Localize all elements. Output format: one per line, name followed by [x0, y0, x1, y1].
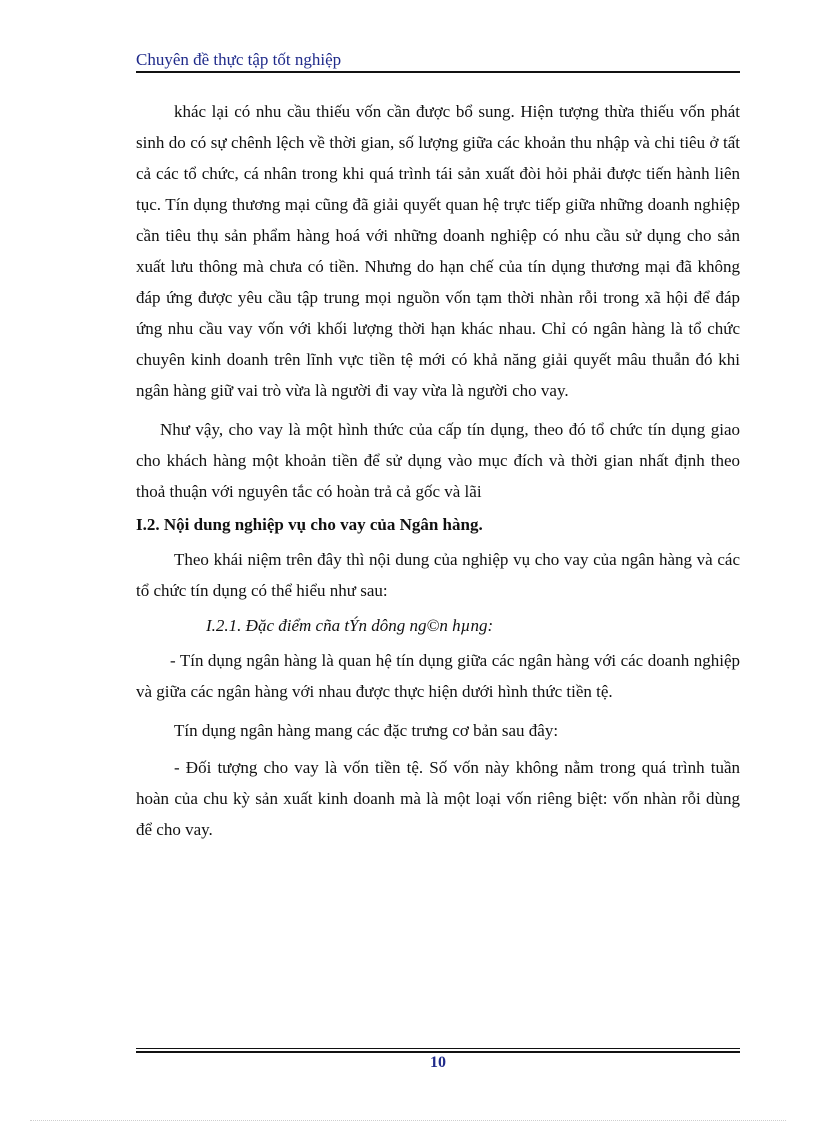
paragraph-lending-need: khác lại có nhu cầu thiếu vốn cần được bổ sung. Hiện tượng thừa thiếu vốn phát sinh do có sự chênh lệch về thời gian, số lượng giữa các khoản thu nhập và chi tiêu ở tất cả các tổ chức, cá nhân trong khi quá trình tái sản xuất đòi hỏi phải được tiến hành liên tục. Tín dụng thương mại cũng đã giải quyết quan hệ trực tiếp giữa những doanh nghiệp cần tiêu thụ sản phẩm hàng hoá với những doanh nghiệp có nhu cầu sử dụng cho sản xuất lưu thông mà chưa có tiền. Nhưng do hạn chế của tín dụng thương mại đã không đáp ứng được yêu cầu tập trung mọi nguồn vốn tạm thời nhàn rỗi trong xã hội để đáp ứng nhu cầu vay vốn với khối lượng thời hạn khác nhau. Chỉ có ngân hàng là tổ chức chuyên kinh doanh trên lĩnh vực tiền tệ mới có khả năng giải quyết mâu thuẫn đó khi ngân hàng giữ vai trò vừa là người đi vay vừa là người cho vay.: [136, 102, 740, 400]
subsection-heading-1-2-1: I.2.1. Đặc điểm cña tÝn dông ng©n hµng:: [206, 616, 494, 635]
page-bottom-border: [30, 1120, 786, 1121]
footer-rule-thin: [136, 1048, 740, 1049]
page-header: [136, 50, 740, 72]
header-title: Chuyên đề thực tập tốt nghiệp: [136, 50, 342, 69]
paragraph-lending-definition: Như vậy, cho vay là một hình thức của cấp tín dụng, theo đó tổ chức tín dụng giao cho khách hàng một khoản tiền để sử dụng vào mục đích và thời gian nhất định theo thoả thuận với nguyên tắc có hoàn trả cả gốc và lãi: [136, 420, 740, 501]
paragraph-bank-credit-relation: - Tín dụng ngân hàng là quan hệ tín dụng giữa các ngân hàng với các doanh nghiệp và giữa các ngân hàng với nhau được thực hiện dưới hình thức tiền tệ.: [136, 651, 740, 701]
paragraph-bank-credit-features: Tín dụng ngân hàng mang các đặc trưng cơ bản sau đây:: [174, 721, 559, 740]
paragraph-lending-content: Theo khái niệm trên đây thì nội dung của nghiệp vụ cho vay của ngân hàng và các tổ chức tín dụng có thể hiểu như sau:: [136, 550, 740, 600]
header-rule: [136, 71, 740, 73]
section-heading-1-2: I.2. Nội dung nghiệp vụ cho vay của Ngân hàng.: [136, 515, 483, 534]
paragraph-loan-object: - Đối tượng cho vay là vốn tiền tệ. Số vốn này không nằm trong quá trình tuần hoàn của chu kỳ sản xuất kinh doanh mà là một loại vốn riêng biệt: vốn nhàn rỗi dùng để cho vay.: [136, 758, 740, 839]
page-body: [136, 96, 740, 845]
page-number: 10: [430, 1054, 446, 1071]
